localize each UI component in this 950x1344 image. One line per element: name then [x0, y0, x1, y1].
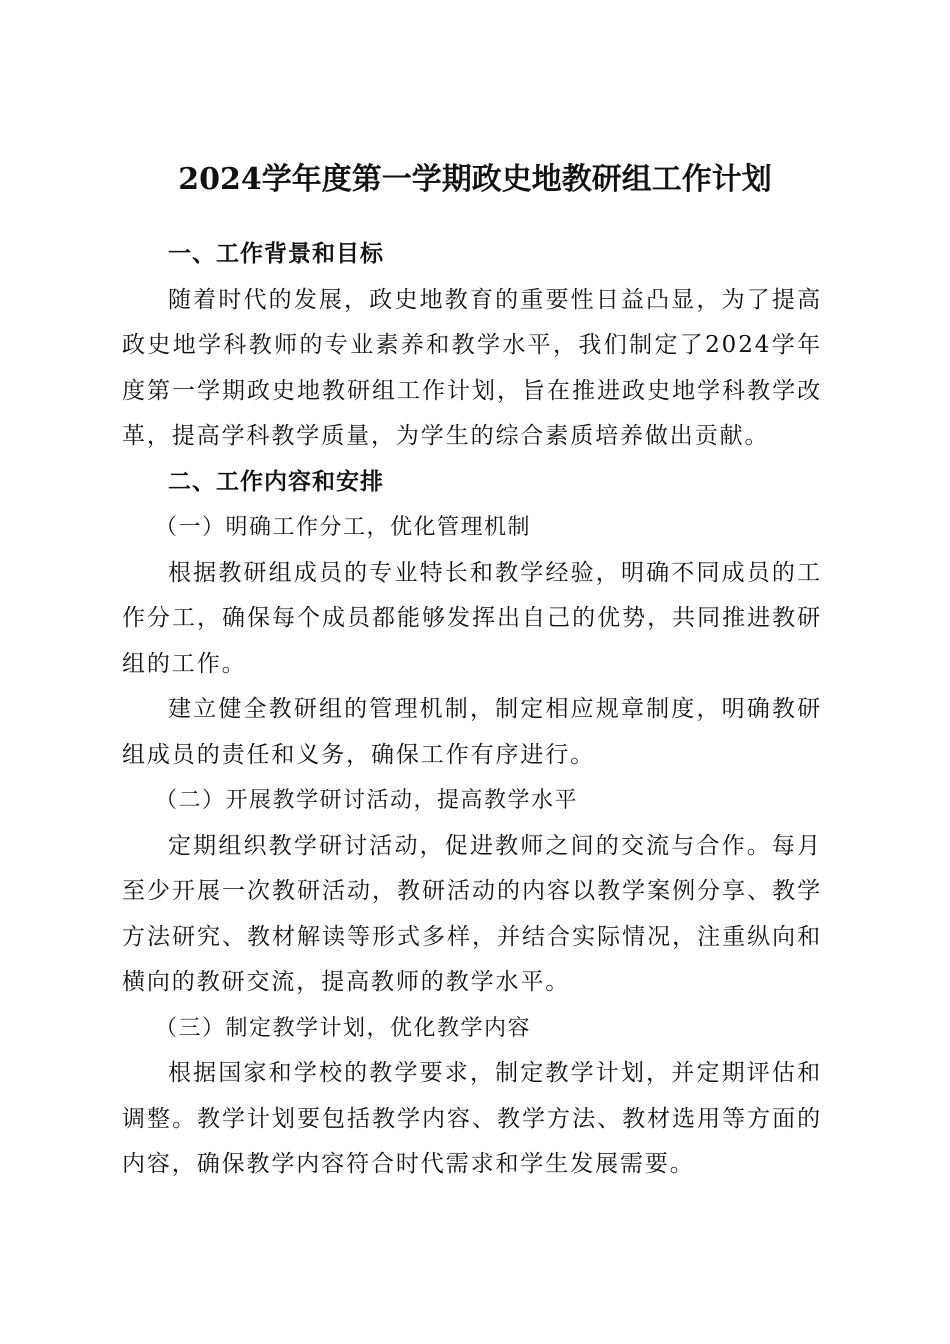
- paragraph-background: 随着时代的发展，政史地教育的重要性日益凸显，为了提高政史地学科教师的专业素养和教学水平，我们制定了2024学年度第一学期政史地教研组工作计划，旨在推进政史地学科教学改革，提高学科教学质量，为学生的综合素质培养做出贡献。: [122, 286, 822, 449]
- paragraph-seminar: 定期组织教学研讨活动，促进教师之间的交流与合作。每月至少开展一次教研活动，教研活动的内容以教学案例分享、教学方法研究、教材解读等形式多样，并结合实际情况，注重纵向和横向的教研交流，提高教师的教学水平。: [122, 832, 822, 995]
- document-body: [122, 232, 822, 1188]
- subsection-heading-seminar: （二）开展教学研讨活动，提高教学水平: [155, 788, 579, 813]
- paragraph-plan: 根据国家和学校的教学要求，制定教学计划，并定期评估和调整。教学计划要包括教学内容、教学方法、教材选用等方面的内容，确保教学内容符合时代需求和学生发展需要。: [122, 1060, 822, 1177]
- paragraph-division-2: 建立健全教研组的管理机制，制定相应规章制度，明确教研组成员的责任和义务，确保工作有序进行。: [122, 696, 822, 768]
- subsection-heading-division: （一）明确工作分工，优化管理机制: [155, 515, 532, 540]
- subsection-heading-plan: （三）制定教学计划，优化教学内容: [155, 1015, 532, 1041]
- section-heading-background: 一、工作背景和目标: [168, 241, 384, 267]
- paragraph-division-1: 根据教研组成员的专业特长和教学经验，明确不同成员的工作分工，确保每个成员都能够发挥出自己的优势，共同推进教研组的工作。: [122, 559, 822, 677]
- document-title: 2024学年度第一学期政史地教研组工作计划: [178, 162, 772, 198]
- section-heading-content: 二、工作内容和安排: [168, 468, 384, 495]
